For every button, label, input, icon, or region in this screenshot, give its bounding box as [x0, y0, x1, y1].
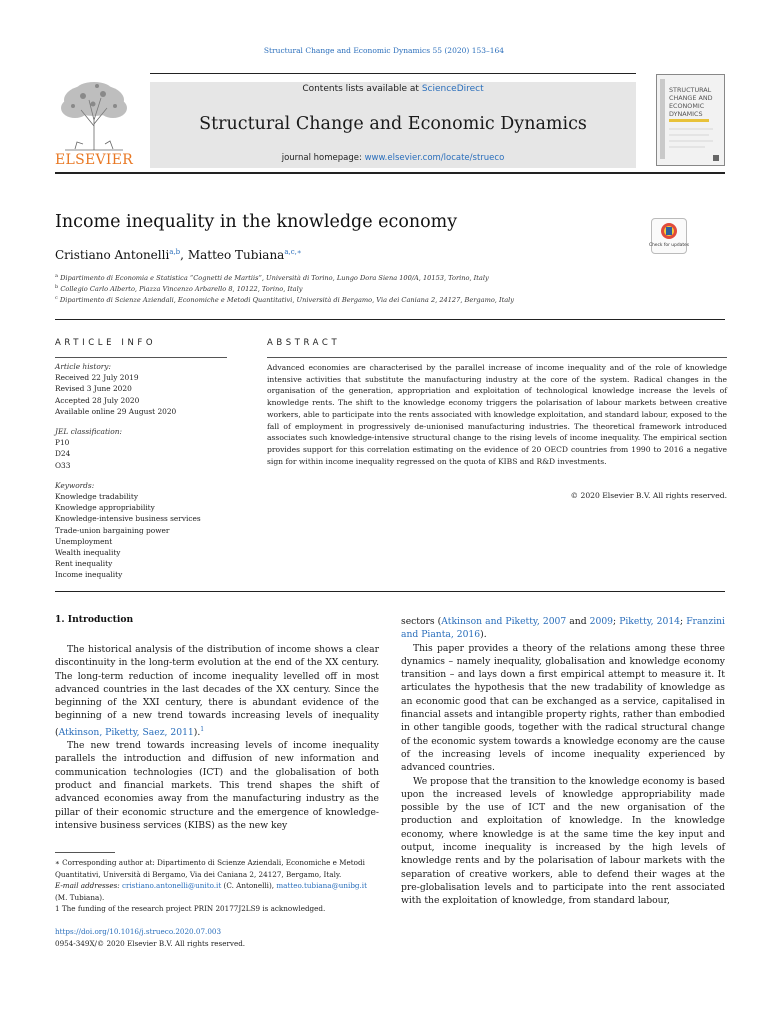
elsevier-wordmark: ELSEVIER — [55, 152, 134, 168]
author-separator: , — [180, 248, 188, 262]
affiliation-c: $^c$ Dipartimento di Scienze Aziendali, Economiche e Metodi Quantitativi, Università di Bergamo, Via dei Caniana 2, 24127, Bergamo, Italy — [55, 295, 514, 305]
author2-affil-marks[interactable]: a,c,∗ — [284, 248, 302, 256]
history-online: Available online 29 August 2020 — [55, 406, 177, 416]
article-info-rule — [55, 357, 227, 358]
jel-code: P10 — [55, 438, 70, 448]
intro-paragraph-4: We propose that the transition to the knowledge economy is based upon the increased levels of knowledge appropriability made possible by the use of ICT and the new organisation of the production and exploitation of knowledge. In the knowledge economy, where knowledge is at the same time the key input and output, income inequality is increased by the high levels of knowledge rents and by the polarisation of labour markets with the separation of creative workers, able to defend their wages at the pre-globalisation levels and to participate into the rent associated with the exploitation of knowledge, from standard labour, — [401, 775, 725, 907]
email-link-antonelli[interactable]: cristiano.antonelli@unito.it — [122, 881, 222, 891]
funding-footnote: 1 The funding of the research project PRIN 20177J2LS9 is acknowledged. — [55, 904, 326, 914]
abstract-copyright: © 2020 Elsevier B.V. All rights reserved. — [570, 491, 727, 500]
keyword: Income inequality — [55, 570, 123, 580]
author1-affil-marks[interactable]: a,b — [169, 248, 181, 256]
keywords-label: Keywords: — [55, 480, 95, 490]
keyword: Rent inequality — [55, 559, 113, 569]
check-for-updates-badge[interactable] — [648, 218, 690, 254]
body-left-column — [55, 643, 379, 832]
homepage-link[interactable]: www.elsevier.com/locate/strueco — [364, 153, 505, 163]
abstract-rule — [267, 357, 727, 358]
citation-link[interactable]: Franzini and Pianta, 2016 — [401, 616, 725, 641]
corresponding-author-note: ∗ Corresponding author at: Dipartimento di Scienze Aziendali, Economiche e Metodi Quantitativi, Università di Bergamo, Via dei Caniana 2, 24127, Bergamo, Italy. — [55, 858, 365, 879]
intro-paragraph-1: The historical analysis of the distribution of income shows a clear discontinuity in the long-term evolution at the end of the XX century. The long-term reduction of income inequality levelled off in most advanced countries in the last decades of the XX century. Since the beginning of the XXI century, there is abundant evidence of the beginning of a new trend towards increasing levels of inequality (Atkinson, Piketty, Saez, 2011).$^1$ — [55, 644, 379, 738]
citation-link[interactable]: Atkinson, Piketty, Saez, 2011 — [58, 726, 194, 738]
body-right-column — [401, 615, 725, 908]
footnote-ref-1[interactable]: 1 — [200, 725, 205, 733]
abstract-text: Advanced economies are characterised by the parallel increase of income inequality and of the role of knowledge intensive activities that substitute the manufacturing industry at the core of the system. Radical changes in the organisation of the generation, appropriation and exploitation of technological knowledge increase the levels of knowledge rents. The shift to the knowledge economy triggers the polarisation of labour markets between creative workers, able to participate into the rents associated with knowledge exploitation, and standard labour, exposed to the fall of employment in progressively de-unionised manufacturing industries. The theoretical framework introduced associates such knowledge-intensive structural change to the rising levels of income inequality. The empirical section provides support for this correlation estimating on the evidence of 20 OECD countries from 1990 to 2016 a negative sign for within income inequality regressed on the quota of KIBS and R&D investments. — [267, 363, 727, 466]
jel-code: D24 — [55, 449, 71, 459]
header-top-rule — [150, 73, 636, 74]
journal-cover-icon — [656, 74, 725, 166]
email-note: E-mail addresses: cristiano.antonelli@unito.it (C. Antonelli), matteo.tubiana@unibg.it (M. Tubiana). — [55, 881, 367, 902]
article-info-block — [55, 361, 255, 581]
info-top-rule — [55, 319, 725, 320]
journal-banner — [150, 82, 636, 168]
jel-label: JEL classification: — [55, 427, 122, 437]
cover-line-3: ECONOMIC — [669, 102, 705, 110]
author-tubiana[interactable]: Matteo Tubiana — [187, 248, 285, 262]
cover-line-4: DYNAMICS — [669, 110, 703, 118]
article-meta-footer — [55, 926, 245, 950]
homepage-prefix: journal homepage: — [281, 153, 365, 163]
affiliation-b: $^b$ Collegio Carlo Alberto, Piazza Vincenzo Arbarello 8, 10122, Torino, Italy — [55, 284, 303, 294]
sciencedirect-link[interactable]: ScienceDirect — [421, 84, 484, 94]
elsevier-tree-logo-icon — [55, 80, 133, 170]
header-bottom-rule — [55, 172, 725, 174]
cover-line-1: STRUCTURAL — [669, 86, 712, 94]
contents-prefix: Contents lists available at — [302, 84, 422, 94]
contents-line — [150, 84, 636, 94]
footnote-rule — [55, 852, 115, 853]
intro-paragraph-2: The new trend towards increasing levels of income inequality parallels the introduction and diffusion of new information and communication technologies (ICT) and the globalisation of both product and financial markets. This trend shapes the shift of advanced economies away from the manufacturing industry as the pillar of their economic structure and the emergence of knowledge-intensive business services (KIBS) as the new key — [55, 740, 379, 831]
history-accepted: Accepted 28 July 2020 — [55, 395, 140, 405]
author-antonelli[interactable]: Cristiano Antonelli — [55, 248, 170, 262]
keyword: Wealth inequality — [55, 548, 121, 558]
email-link-tubiana[interactable]: matteo.tubiana@unibg.it — [276, 881, 367, 891]
affiliation-a: $^a$ Dipartimento di Economia e Statistica “Cognetti de Martiis”, Università di Torino, Lungo Dora Siena 100/A, 10153, Torino, Italy — [55, 273, 489, 283]
intro-paragraph-3: This paper provides a theory of the relations among these three dynamics – namely inequality, globalisation and knowledge economy transition – and lays down a first empirical attempt to measure it. It articulates the hypothesis that the new tradability of knowledge as an economic good that can be exchanged as a service, capitalised in financial assets and intangible property rights, rather than embodied in other tangible goods, together with the radical structural change of the economic system towards a knowledge economy are the cause of the increasing levels of income inequality experienced by advanced countries. — [401, 642, 725, 774]
issn-copyright: 0954-349X/© 2020 Elsevier B.V. All rights reserved. — [55, 939, 246, 948]
keyword: Knowledge tradability — [55, 492, 138, 502]
doi-link[interactable]: https://doi.org/10.1016/j.strueco.2020.07.003 — [55, 927, 222, 936]
citation-link[interactable]: Atkinson and Piketty, 2007 — [441, 616, 567, 627]
citation-link[interactable]: Piketty, 2014 — [619, 616, 681, 627]
journal-citation-link[interactable]: Structural Change and Economic Dynamics 55 (2020) 153–164 — [263, 46, 505, 55]
keyword: Trade-union bargaining power — [55, 525, 170, 535]
intro-paragraph-2-continued: sectors (Atkinson and Piketty, 2007 and 2009; Piketty, 2014; Franzini and Pianta, 2016). — [401, 616, 725, 641]
article-info-heading: ARTICLE INFO — [55, 338, 157, 348]
cover-line-2: CHANGE AND — [669, 94, 713, 102]
homepage-line — [150, 153, 636, 163]
abstract-heading: ABSTRACT — [267, 338, 341, 348]
history-revised: Revised 3 June 2020 — [55, 384, 132, 394]
citation-link[interactable]: 2009 — [589, 616, 614, 627]
keyword: Knowledge appropriability — [55, 503, 155, 513]
keyword: Knowledge-intensive business services — [55, 514, 201, 524]
paper-title: Income inequality in the knowledge economy — [55, 212, 458, 232]
footnotes — [55, 857, 379, 915]
section-heading-introduction: 1. Introduction — [55, 614, 134, 625]
history-received: Received 22 July 2019 — [55, 373, 139, 383]
journal-title: Structural Change and Economic Dynamics — [199, 114, 587, 134]
body-top-rule — [55, 591, 725, 592]
author-line — [55, 248, 302, 262]
keyword: Unemployment — [55, 536, 113, 546]
jel-code: O33 — [55, 460, 71, 470]
history-label: Article history: — [55, 362, 111, 371]
check-for-updates-text: Check for updates — [648, 243, 690, 248]
